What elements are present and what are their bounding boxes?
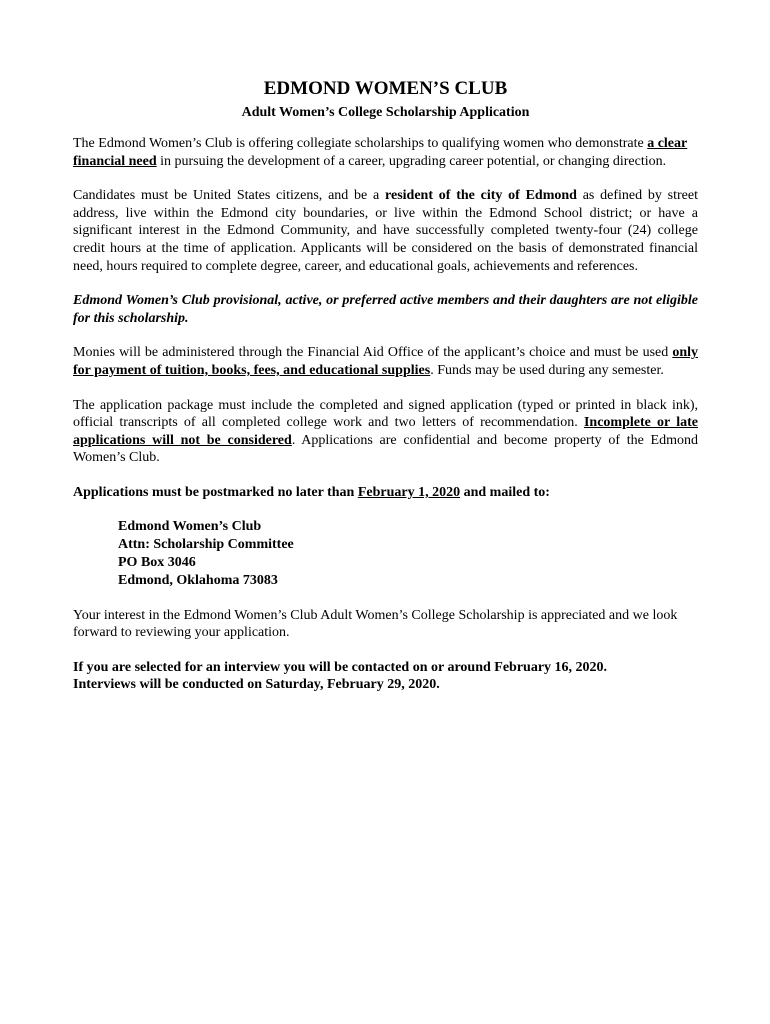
interview-contact-line: If you are selected for an interview you will be contacted on or around February 16, 2020.: [73, 659, 608, 675]
residency-emphasis: resident of the city of Edmond: [385, 188, 577, 204]
monies-text-1: Monies will be administered through the Financial Aid Office of the applicant’s choice and must be used: [73, 345, 673, 361]
package-text-1: The application package must include the completed and signed application (typed or printed in black ink), official transcripts of all completed college work and two letters of recommendation.: [73, 397, 698, 431]
package-paragraph: [73, 397, 698, 467]
page-title: EDMOND WOMEN’S CLUB: [263, 78, 508, 99]
eligibility-text-2: as defined by street address, live within the Edmond city boundaries, or live within the Edmond School district; or have a significant interest in the Edmond Community, and have successfully completed twenty-four (24) college credit hours at the time of application. Applicants will be considered on the basis of demonstrated financial need, hours required to complete degree, career, and educational goals, achievements and references.: [73, 188, 698, 274]
interview-date-line: Interviews will be conducted on Saturday, February 29, 2020.: [73, 677, 440, 693]
intro-text-1: The Edmond Women’s Club is offering collegiate scholarships to qualifying women who demonstrate: [73, 136, 648, 151]
address-line-city: Edmond, Oklahoma 73083: [118, 572, 278, 588]
page-subtitle: Adult Women’s College Scholarship Application: [241, 105, 530, 120]
deadline-paragraph: [73, 484, 698, 502]
intro-text-2: in pursuing the development of a career, upgrading career potential, or changing direction.: [156, 153, 667, 169]
monies-text-2: . Funds may be used during any semester.: [430, 362, 664, 378]
interview-paragraph: [73, 659, 698, 694]
mailing-address: [73, 518, 698, 590]
address-line-organization: Edmond Women’s Club: [118, 518, 262, 534]
address-line-po-box: PO Box 3046: [118, 554, 196, 570]
closing-paragraph: Your interest in the Edmond Women’s Club Adult Women’s College Scholarship is appreciated and we look forward to reviewing your application.: [73, 607, 678, 641]
monies-paragraph: [73, 344, 698, 379]
exclusion-paragraph: Edmond Women’s Club provisional, active, or preferred active members and their daughters are not eligible for this scholarship.: [73, 293, 698, 326]
allowed-uses-emphasis: only for payment of tuition, books, fees, and educational supplies: [73, 345, 698, 378]
eligibility-text-1: Candidates must be United States citizens, and be a: [73, 188, 386, 204]
deadline-text-2: and mailed to:: [460, 484, 550, 500]
address-line-attention: Attn: Scholarship Committee: [118, 536, 294, 552]
intro-paragraph: [73, 135, 698, 170]
deadline-date: February 1, 2020: [357, 484, 461, 500]
incomplete-warning-emphasis: Incomplete or late applications will not be considered: [73, 415, 698, 448]
deadline-text-1: Applications must be postmarked no later than: [73, 484, 358, 500]
package-text-2: . Applications are confidential and become property of the Edmond Women’s Club.: [73, 432, 698, 466]
eligibility-paragraph: [73, 187, 698, 275]
financial-need-emphasis: a clear financial need: [73, 136, 688, 169]
